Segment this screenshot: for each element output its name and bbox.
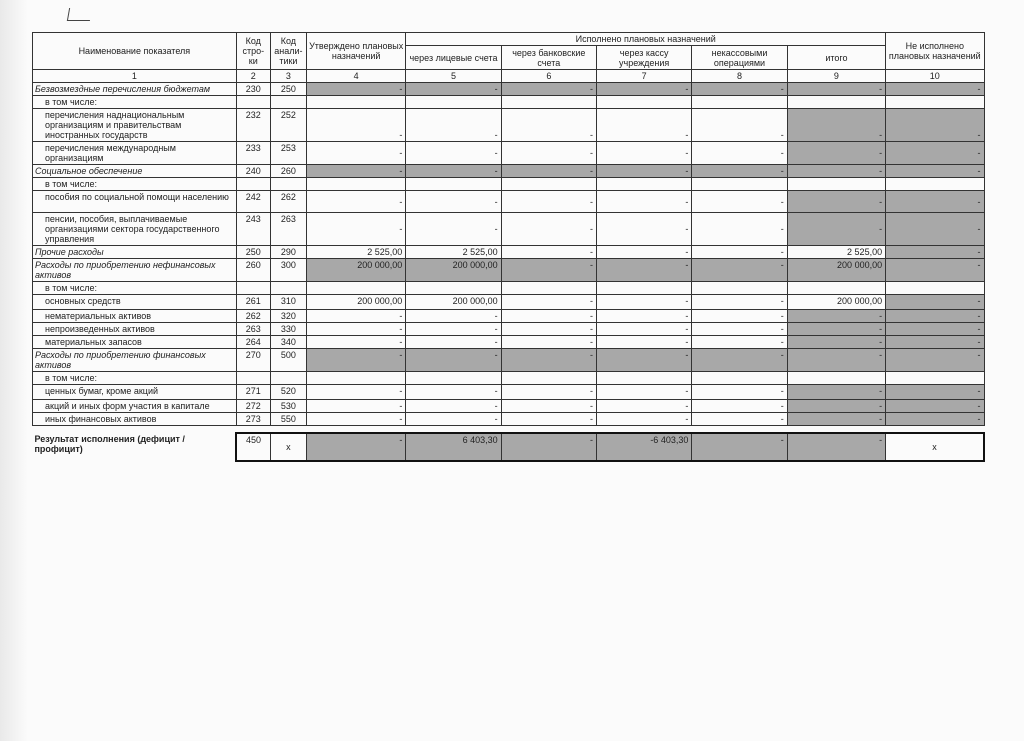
cell-noncash: - <box>692 191 787 213</box>
cell-cashbox: - <box>597 83 692 96</box>
row-analytics: 300 <box>270 259 306 282</box>
cell-bank: - <box>501 213 596 246</box>
table-row <box>33 213 985 246</box>
cell-not-executed: - <box>886 336 984 349</box>
cell-approved <box>306 96 405 109</box>
cell-not-executed: - <box>886 413 984 426</box>
cell-bank: - <box>501 310 596 323</box>
cell-total: 2 525,00 <box>787 246 885 259</box>
row-analytics: 250 <box>270 83 306 96</box>
cell-personal: - <box>406 323 501 336</box>
cell-approved <box>306 282 405 295</box>
row-code: 270 <box>236 349 270 372</box>
cell-cashbox: - <box>597 109 692 142</box>
header-code-line: Код стро-ки <box>236 33 270 70</box>
cell-bank: - <box>501 413 596 426</box>
cell-noncash <box>692 178 787 191</box>
cell-not-executed: - <box>886 83 984 96</box>
cell-total: - <box>787 109 885 142</box>
row-name: перечисления наднациональным организациям и правительствам иностранных государств <box>33 109 237 142</box>
row-code: 233 <box>236 142 270 165</box>
row-name: нематериальных активов <box>33 310 237 323</box>
cell-noncash: - <box>692 413 787 426</box>
table-row <box>33 310 985 323</box>
cell-personal <box>406 282 501 295</box>
cell-bank: - <box>501 83 596 96</box>
cell-cashbox: - <box>597 336 692 349</box>
cell-noncash: - <box>692 400 787 413</box>
cell-personal <box>406 96 501 109</box>
row-name: в том числе: <box>33 282 237 295</box>
cell-not-executed: - <box>886 400 984 413</box>
cell-personal: - <box>406 413 501 426</box>
cell-cashbox: - <box>597 259 692 282</box>
cell-approved: - <box>306 191 405 213</box>
table-row <box>33 165 985 178</box>
cell-approved: - <box>306 109 405 142</box>
row-analytics: 263 <box>270 213 306 246</box>
row-analytics: 520 <box>270 385 306 400</box>
cell-approved: - <box>306 349 405 372</box>
row-name: пособия по социальной помощи населению <box>33 191 237 213</box>
cell-total <box>787 372 885 385</box>
cell-bank: - <box>501 295 596 310</box>
cell-total <box>787 282 885 295</box>
cell-cashbox <box>597 178 692 191</box>
cell-noncash: - <box>692 385 787 400</box>
row-analytics: 262 <box>270 191 306 213</box>
table-row <box>33 83 985 96</box>
cell-not-executed: - <box>886 213 984 246</box>
result-approved: - <box>306 433 405 461</box>
row-analytics: 340 <box>270 336 306 349</box>
cell-bank: - <box>501 323 596 336</box>
result-code: 450 <box>236 433 270 461</box>
row-name: основных средств <box>33 295 237 310</box>
cell-total: - <box>787 310 885 323</box>
header-executed-group: Исполнено плановых назначений <box>406 33 886 46</box>
table-row <box>33 400 985 413</box>
header-via-personal: через лицевые счета <box>406 46 501 70</box>
cell-approved: 200 000,00 <box>306 259 405 282</box>
table-row <box>33 413 985 426</box>
cell-cashbox: - <box>597 191 692 213</box>
row-name: в том числе: <box>33 178 237 191</box>
row-analytics: 550 <box>270 413 306 426</box>
cell-personal: 200 000,00 <box>406 295 501 310</box>
row-name: Расходы по приобретению нефинансовых активов <box>33 259 237 282</box>
col-number: 4 <box>306 70 405 83</box>
table-row <box>33 142 985 165</box>
row-code: 250 <box>236 246 270 259</box>
row-analytics <box>270 372 306 385</box>
col-number: 7 <box>597 70 692 83</box>
cell-not-executed: - <box>886 259 984 282</box>
cell-approved: - <box>306 323 405 336</box>
cell-cashbox: - <box>597 323 692 336</box>
cell-bank: - <box>501 259 596 282</box>
cell-total: - <box>787 413 885 426</box>
cell-personal: 200 000,00 <box>406 259 501 282</box>
row-code <box>236 372 270 385</box>
cell-not-executed <box>886 282 984 295</box>
row-name: ценных бумаг, кроме акций <box>33 385 237 400</box>
cell-not-executed: - <box>886 109 984 142</box>
row-analytics: 252 <box>270 109 306 142</box>
cell-noncash <box>692 96 787 109</box>
cell-approved: - <box>306 400 405 413</box>
result-total: - <box>787 433 885 461</box>
cell-not-executed <box>886 372 984 385</box>
cell-total: - <box>787 83 885 96</box>
cell-cashbox: - <box>597 246 692 259</box>
header-code-analytics: Код анали-тики <box>270 33 306 70</box>
cell-personal: - <box>406 83 501 96</box>
cell-not-executed <box>886 178 984 191</box>
cell-noncash: - <box>692 142 787 165</box>
cell-total: 200 000,00 <box>787 295 885 310</box>
cell-approved <box>306 372 405 385</box>
table-row <box>33 385 985 400</box>
cell-noncash: - <box>692 246 787 259</box>
cell-personal: - <box>406 142 501 165</box>
row-code: 243 <box>236 213 270 246</box>
table-row <box>33 336 985 349</box>
row-name: пенсии, пособия, выплачиваемые организациями сектора государственного управления <box>33 213 237 246</box>
cell-total <box>787 178 885 191</box>
cell-bank: - <box>501 349 596 372</box>
header-name: Наименование показателя <box>33 33 237 70</box>
col-number: 2 <box>236 70 270 83</box>
cell-total: - <box>787 191 885 213</box>
row-code <box>236 282 270 295</box>
cell-total: - <box>787 323 885 336</box>
cell-noncash: - <box>692 165 787 178</box>
cell-approved: - <box>306 142 405 165</box>
cell-bank: - <box>501 165 596 178</box>
row-analytics <box>270 282 306 295</box>
header-via-cashbox: через кассу учреждения <box>597 46 692 70</box>
cell-approved: - <box>306 83 405 96</box>
row-code: 232 <box>236 109 270 142</box>
row-analytics: 500 <box>270 349 306 372</box>
row-analytics: 330 <box>270 323 306 336</box>
row-code: 273 <box>236 413 270 426</box>
cell-total: - <box>787 142 885 165</box>
cell-cashbox: - <box>597 165 692 178</box>
row-code: 242 <box>236 191 270 213</box>
cell-noncash: - <box>692 109 787 142</box>
table-row <box>33 295 985 310</box>
cell-cashbox: - <box>597 142 692 165</box>
col-number: 6 <box>501 70 596 83</box>
cell-not-executed: - <box>886 385 984 400</box>
row-name: Расходы по приобретению финансовых активов <box>33 349 237 372</box>
cell-noncash: - <box>692 83 787 96</box>
row-code: 272 <box>236 400 270 413</box>
row-name: непроизведенных активов <box>33 323 237 336</box>
col-number: 1 <box>33 70 237 83</box>
cell-bank: - <box>501 385 596 400</box>
cell-total: - <box>787 213 885 246</box>
cell-noncash <box>692 372 787 385</box>
cell-bank: - <box>501 400 596 413</box>
cell-approved: - <box>306 213 405 246</box>
cell-total: - <box>787 385 885 400</box>
cell-total: - <box>787 349 885 372</box>
corner-mark <box>67 8 92 21</box>
table-row <box>33 323 985 336</box>
table-row <box>33 349 985 372</box>
cell-bank <box>501 96 596 109</box>
cell-noncash: - <box>692 310 787 323</box>
row-analytics: 530 <box>270 400 306 413</box>
row-name: иных финансовых активов <box>33 413 237 426</box>
cell-bank: - <box>501 191 596 213</box>
cell-personal: - <box>406 310 501 323</box>
row-code: 263 <box>236 323 270 336</box>
cell-approved: - <box>306 413 405 426</box>
cell-not-executed: - <box>886 349 984 372</box>
row-code: 230 <box>236 83 270 96</box>
cell-not-executed: - <box>886 142 984 165</box>
table-row <box>33 259 985 282</box>
header-total: итого <box>787 46 885 70</box>
table-row <box>33 178 985 191</box>
table-row <box>33 191 985 213</box>
cell-personal: - <box>406 165 501 178</box>
header-via-bank: через банковские счета <box>501 46 596 70</box>
cell-not-executed: - <box>886 165 984 178</box>
cell-bank: - <box>501 246 596 259</box>
row-analytics <box>270 178 306 191</box>
cell-personal: - <box>406 213 501 246</box>
cell-personal: - <box>406 191 501 213</box>
row-analytics <box>270 96 306 109</box>
cell-bank <box>501 282 596 295</box>
row-name: материальных запасов <box>33 336 237 349</box>
result-label: Результат исполнения (дефицит / профицит) <box>34 434 185 454</box>
result-cashbox: -6 403,30 <box>597 433 692 461</box>
row-code: 264 <box>236 336 270 349</box>
row-name: Прочие расходы <box>33 246 237 259</box>
cell-bank: - <box>501 109 596 142</box>
cell-bank <box>501 372 596 385</box>
table-row <box>33 246 985 259</box>
table-row <box>33 372 985 385</box>
col-number: 10 <box>886 70 984 83</box>
cell-total: 200 000,00 <box>787 259 885 282</box>
row-name: акций и иных форм участия в капитале <box>33 400 237 413</box>
cell-cashbox: - <box>597 400 692 413</box>
cell-noncash: - <box>692 336 787 349</box>
cell-approved: - <box>306 310 405 323</box>
row-analytics: 310 <box>270 295 306 310</box>
row-code <box>236 178 270 191</box>
header-noncash: некассовыми операциями <box>692 46 787 70</box>
col-number: 9 <box>787 70 885 83</box>
cell-noncash: - <box>692 295 787 310</box>
cell-not-executed: - <box>886 323 984 336</box>
row-code: 240 <box>236 165 270 178</box>
cell-personal: - <box>406 336 501 349</box>
row-analytics: 320 <box>270 310 306 323</box>
cell-cashbox: - <box>597 413 692 426</box>
cell-noncash: - <box>692 323 787 336</box>
cell-cashbox: - <box>597 349 692 372</box>
cell-personal: - <box>406 109 501 142</box>
spacer-row <box>33 426 985 434</box>
row-code: 271 <box>236 385 270 400</box>
cell-bank <box>501 178 596 191</box>
col-number: 8 <box>692 70 787 83</box>
header-approved: Утверждено плановых назначений <box>306 33 405 70</box>
cell-not-executed <box>886 96 984 109</box>
row-code <box>236 96 270 109</box>
row-code: 260 <box>236 259 270 282</box>
col-number: 5 <box>406 70 501 83</box>
cell-cashbox: - <box>597 385 692 400</box>
execution-table <box>32 32 985 462</box>
cell-cashbox: - <box>597 310 692 323</box>
result-noncash: - <box>692 433 787 461</box>
row-code: 262 <box>236 310 270 323</box>
row-name: в том числе: <box>33 372 237 385</box>
row-name: перечисления международным организациям <box>33 142 237 165</box>
row-analytics: 290 <box>270 246 306 259</box>
cell-total: - <box>787 165 885 178</box>
table-row <box>33 282 985 295</box>
result-analytics: x <box>270 433 306 461</box>
cell-personal <box>406 178 501 191</box>
cell-not-executed: - <box>886 191 984 213</box>
table-row <box>33 96 985 109</box>
cell-approved: - <box>306 165 405 178</box>
cell-personal: - <box>406 349 501 372</box>
cell-approved: 200 000,00 <box>306 295 405 310</box>
cell-cashbox: - <box>597 213 692 246</box>
cell-approved: 2 525,00 <box>306 246 405 259</box>
cell-noncash: - <box>692 259 787 282</box>
row-name: в том числе: <box>33 96 237 109</box>
header-not-executed: Не исполнено плановых назначений <box>886 33 984 70</box>
result-personal: 6 403,30 <box>406 433 501 461</box>
result-row <box>33 433 985 461</box>
cell-bank: - <box>501 142 596 165</box>
cell-noncash: - <box>692 349 787 372</box>
cell-not-executed: - <box>886 295 984 310</box>
cell-approved: - <box>306 336 405 349</box>
row-analytics: 253 <box>270 142 306 165</box>
cell-not-executed: - <box>886 246 984 259</box>
cell-approved <box>306 178 405 191</box>
spacer <box>33 426 985 434</box>
cell-cashbox <box>597 96 692 109</box>
cell-not-executed: - <box>886 310 984 323</box>
cell-cashbox <box>597 282 692 295</box>
cell-cashbox: - <box>597 295 692 310</box>
cell-personal: 2 525,00 <box>406 246 501 259</box>
cell-total: - <box>787 336 885 349</box>
result-not-executed: x <box>886 433 984 461</box>
cell-personal: - <box>406 400 501 413</box>
cell-bank: - <box>501 336 596 349</box>
cell-total: - <box>787 400 885 413</box>
cell-noncash <box>692 282 787 295</box>
cell-approved: - <box>306 385 405 400</box>
cell-noncash: - <box>692 213 787 246</box>
result-bank: - <box>501 433 596 461</box>
col-number: 3 <box>270 70 306 83</box>
row-name: Социальное обеспечение <box>33 165 237 178</box>
scan-shadow <box>0 0 28 741</box>
table-row <box>33 109 985 142</box>
cell-personal: - <box>406 385 501 400</box>
row-name: Безвозмездные перечисления бюджетам <box>33 83 237 96</box>
row-analytics: 260 <box>270 165 306 178</box>
cell-personal <box>406 372 501 385</box>
row-code: 261 <box>236 295 270 310</box>
cell-total <box>787 96 885 109</box>
cell-cashbox <box>597 372 692 385</box>
